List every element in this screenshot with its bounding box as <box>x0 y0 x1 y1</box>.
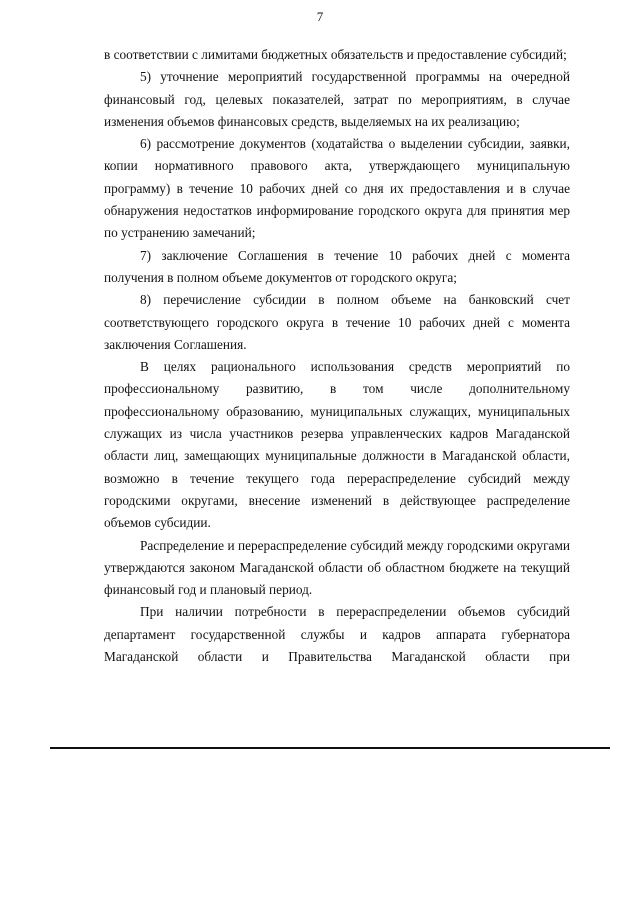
paragraph-reallocation-need: При наличии потребности в перераспределении объемов субсидий департамент государственной службы и кадров аппарата губернатора Магаданской области и Правительства Магаданской области при <box>104 604 570 665</box>
paragraph-reallocation-purpose: В целях рационального использования средств мероприятий по профессиональному развитию, в том числе дополнительному профессиональному образованию, муниципальных служащих, муниципальных служащих из числа участников резерва управленческих кадров Магаданской области лиц, замещающих муниципальные должности в Магаданской области, возможно в течение текущего года перераспределение субсидий между городскими округами, внесение изменений в действующее распределение объемов субсидии. <box>104 359 570 531</box>
paragraph-distribution-law: Распределение и перераспределение субсидий между городскими округами утверждаются законом Магаданской области об областном бюджете на текущий финансовый год и плановый период. <box>104 537 570 598</box>
paragraph-item-7: 7) заключение Соглашения в течение 10 рабочих дней с момента получения в полном объеме документов от городского округа; <box>104 247 570 285</box>
page-number: 7 <box>316 9 324 24</box>
paragraph-item-6: 6) рассмотрение документов (ходатайства о выделении субсидии, заявки, копии нормативного правового акта, утверждающего муниципальную программу) в течение 10 рабочих дней со дня их предоставления и в случае обнаружения недостатков информирование городского округа для принятия мер по устранению замечаний; <box>104 136 570 241</box>
paragraph-item-8: 8) перечисление субсидии в полном объеме на банковский счет соответствующего городского округа в течение 10 рабочих дней с момента заключения Соглашения. <box>104 292 570 352</box>
paragraph-item-5: 5) уточнение мероприятий государственной программы на очередной финансовый год, целевых показателей, затрат по мероприятиям, в случае изменения объемов финансовых средств, выделяемых на их реализацию; <box>104 69 570 129</box>
footer-divider <box>50 747 610 749</box>
paragraph-continuation: в соответствии с лимитами бюджетных обязательств и предоставление субсидий; <box>104 47 567 62</box>
document-body <box>104 44 570 668</box>
